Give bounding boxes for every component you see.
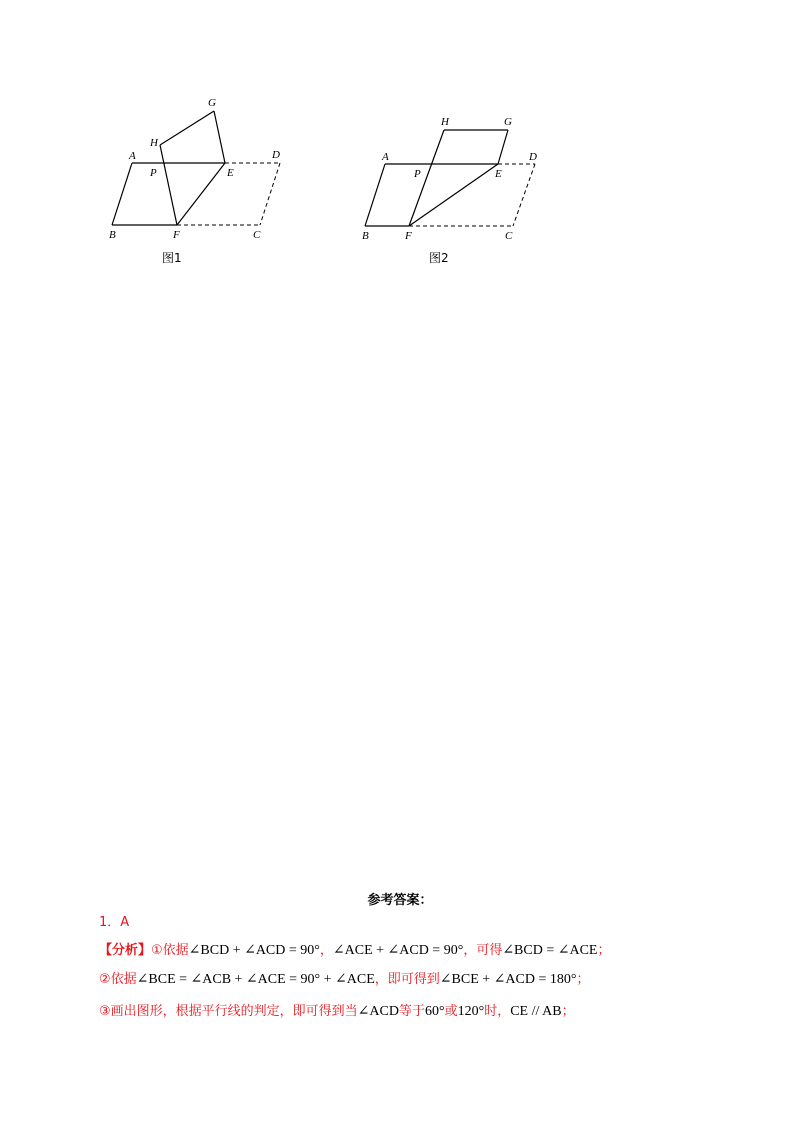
answer-item-1: 1．A (99, 915, 130, 930)
segment-FE (409, 164, 498, 226)
label-A: A (382, 151, 389, 163)
label-E: E (495, 168, 502, 180)
line2-math-1: ∠BCE = ∠ACB + ∠ACE = 90° + ∠ACE (136, 972, 375, 987)
analysis-line-3 (99, 1000, 575, 1020)
segment-FH (160, 145, 177, 225)
line3-math-3: 120° (457, 1004, 485, 1019)
line1-math-1: ∠BCD + ∠ACD = 90° (188, 943, 320, 958)
segment-AB (112, 163, 132, 225)
label-B: B (109, 229, 116, 241)
figure-1-diagram (100, 90, 300, 270)
label-A: A (129, 150, 136, 162)
figure-1-caption: 图1 (162, 251, 182, 265)
analysis-line-1 (99, 939, 611, 959)
answer-section-title: 参考答案： (367, 893, 433, 908)
label-C: C (505, 230, 513, 242)
label-H: H (150, 137, 158, 149)
label-H: H (441, 116, 449, 128)
label-D: D (272, 149, 280, 161)
line1-math-2: ∠ACE + ∠ACD = 90° (332, 943, 464, 958)
line3-math-4: CE // AB (510, 1004, 562, 1019)
analysis-line-2 (99, 968, 589, 988)
line3-mid-2: 或 (444, 1004, 458, 1019)
figure-2 (355, 110, 555, 270)
line2-prefix: ②依据 (99, 972, 137, 987)
label-E: E (227, 167, 234, 179)
line3-mid-1: 等于 (398, 1004, 425, 1019)
label-D: D (529, 151, 537, 163)
line3-math-2: 60° (424, 1004, 445, 1019)
line1-sep: ， (319, 943, 333, 958)
line1-math-3: ∠BCD = ∠ACE (502, 943, 598, 958)
dashed-DC (260, 163, 280, 225)
figure-2-caption: 图2 (429, 251, 449, 265)
line2-suffix: ； (576, 972, 590, 987)
line1-suffix: ； (597, 943, 611, 958)
segment-FE (177, 163, 225, 225)
segment-HG (160, 111, 214, 145)
line2-middle: ，即可得到 (374, 972, 440, 987)
dashed-DC (513, 164, 535, 226)
line2-math-2: ∠BCE + ∠ACD = 180° (439, 972, 577, 987)
line1-middle: ，可得 (463, 943, 503, 958)
line3-suffix: ； (561, 1004, 575, 1019)
segment-GE (498, 130, 508, 164)
label-P: P (414, 168, 421, 180)
segment-GE (214, 111, 225, 163)
label-P: P (150, 167, 157, 179)
label-F: F (405, 230, 412, 242)
label-F: F (173, 229, 180, 241)
label-B: B (362, 230, 369, 242)
line3-mid-3: 时， (484, 1004, 511, 1019)
line3-math-1: ∠ACD (357, 1004, 399, 1019)
segment-AB (365, 164, 385, 226)
figure-1 (100, 90, 300, 270)
line1-prefix: ①依据 (151, 943, 189, 958)
line3-prefix: ③画出图形，根据平行线的判定，即可得到当 (99, 1004, 358, 1019)
analysis-label: 【分析】 (99, 943, 152, 958)
label-C: C (253, 229, 261, 241)
label-G: G (208, 97, 216, 109)
figure-2-diagram (355, 110, 555, 270)
label-G: G (504, 116, 512, 128)
